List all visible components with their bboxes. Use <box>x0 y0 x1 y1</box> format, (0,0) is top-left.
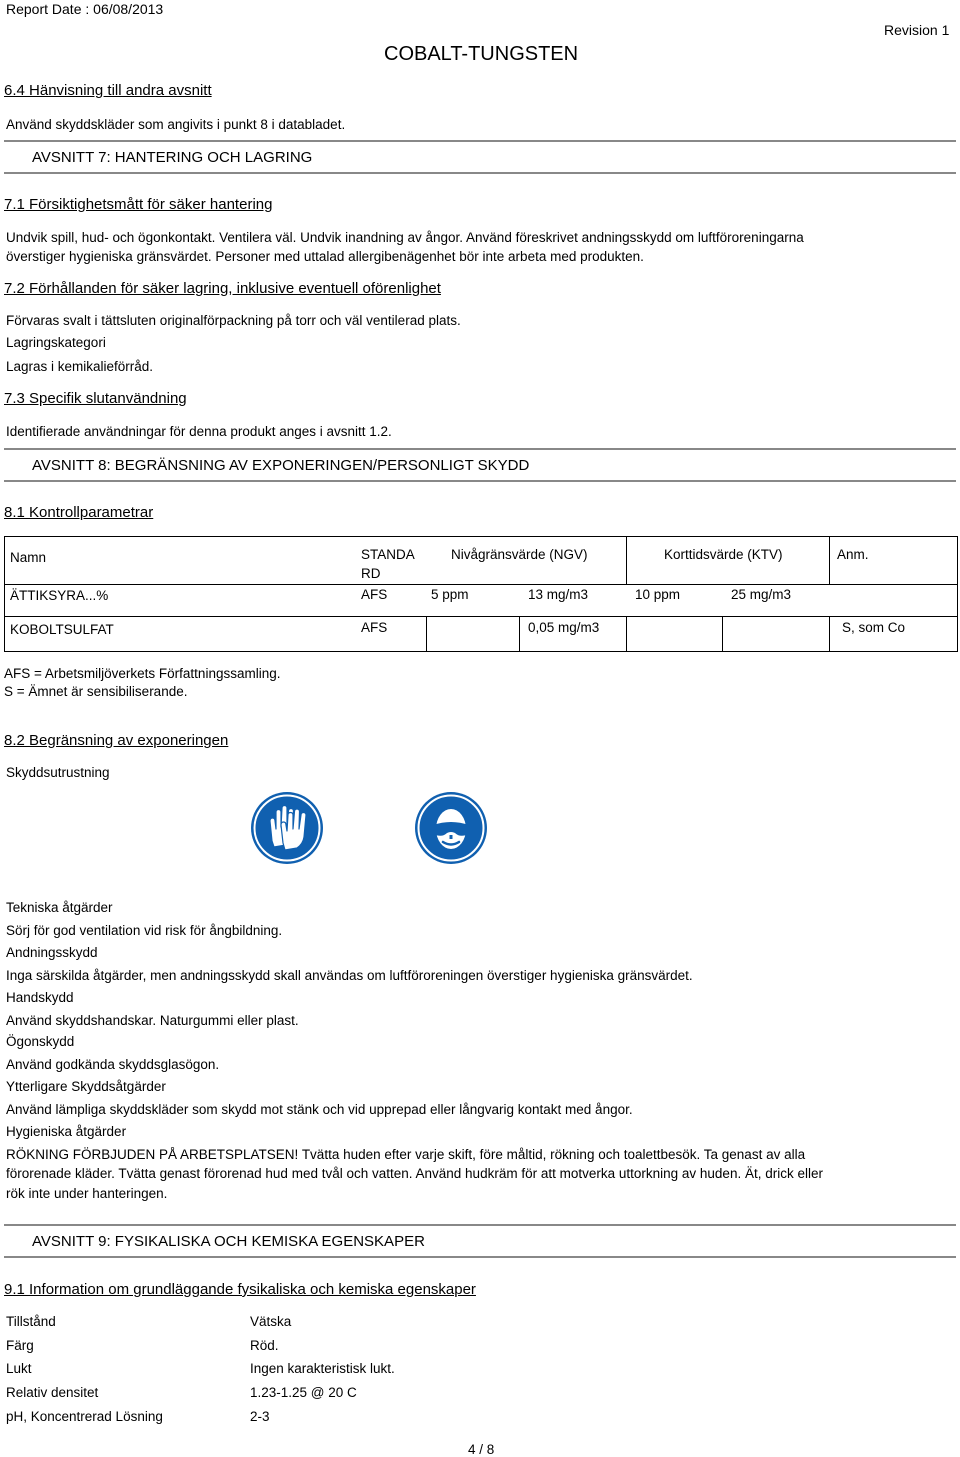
col-ktv: Korttidsvärde (KTV) <box>664 547 783 562</box>
product-title: COBALT-TUNGSTEN <box>384 43 579 65</box>
prop-value-ph: 2-3 <box>250 1409 270 1424</box>
table-row-1-standard: AFS <box>361 587 388 602</box>
text-hygieniska-line3: rök inte under hanteringen. <box>6 1186 168 1201</box>
prop-label-tillstand: Tillstånd <box>6 1314 56 1329</box>
label-skyddsutrustning: Skyddsutrustning <box>6 765 110 780</box>
text-6-4: Använd skyddskläder som angivits i punkt 8 i databladet. <box>6 117 346 132</box>
section-7-title: AVSNITT 7: HANTERING OCH LAGRING <box>32 149 313 166</box>
label-tekniska: Tekniska åtgärder <box>6 900 113 915</box>
table-row-1-name: ÄTTIKSYRA...% <box>10 588 109 603</box>
label-ogonskydd: Ögonskydd <box>6 1034 75 1049</box>
text-7-3: Identifierade användningar för denna produkt anges i avsnitt 1.2. <box>6 424 392 439</box>
prop-value-lukt: Ingen karakteristisk lukt. <box>250 1361 395 1376</box>
prop-label-densitet: Relativ densitet <box>6 1385 99 1400</box>
prop-label-ph: pH, Koncentrerad Lösning <box>6 1409 163 1424</box>
heading-9-1: 9.1 Information om grundläggande fysikaliska och kemiska egenskaper <box>4 1281 476 1298</box>
table-row-1-ktv-ppm: 10 ppm <box>635 587 681 602</box>
note-s: S = Ämnet är sensibiliserande. <box>4 684 188 699</box>
label-handskydd: Handskydd <box>6 990 74 1005</box>
text-handskydd: Använd skyddshandskar. Naturgummi eller plast. <box>6 1013 299 1028</box>
text-7-1-line2: överstiger hygieniska gränsvärdet. Personer med uttalad allergibenägenhet bör inte arbeta med produkten. <box>6 249 644 264</box>
col-standard-1: STANDA <box>361 547 415 562</box>
col-ngv: Nivågränsvärde (NGV) <box>451 547 588 562</box>
text-hygieniska-line1: RÖKNING FÖRBJUDEN PÅ ARBETSPLATSEN! Tvätta huden efter varje skift, före måltid, rökning och toalettbesök. Ta genast av alla <box>6 1147 806 1162</box>
heading-7-2: 7.2 Förhållanden för säker lagring, inklusive eventuell oförenlighet <box>4 280 441 297</box>
heading-8-1: 8.1 Kontrollparametrar <box>4 504 154 521</box>
table-row-2-anm: S, som Co <box>842 620 906 635</box>
prop-value-densitet: 1.23-1.25 @ 20 C <box>250 1385 357 1400</box>
goggles-icon <box>414 791 488 868</box>
section-9-title: AVSNITT 9: FYSIKALISKA OCH KEMISKA EGENSKAPER <box>32 1233 425 1250</box>
prop-value-farg: Röd. <box>250 1338 279 1353</box>
table-row-2-ngv-mg: 0,05 mg/m3 <box>528 620 600 635</box>
label-andningsskydd: Andningsskydd <box>6 945 98 960</box>
heading-7-3: 7.3 Specifik slutanvändning <box>4 390 187 407</box>
section-8-bar <box>4 448 956 482</box>
heading-6-4: 6.4 Hänvisning till andra avsnitt <box>4 82 212 99</box>
table-row-1-ktv-mg: 25 mg/m3 <box>731 587 792 602</box>
table-row-1-ngv-mg: 13 mg/m3 <box>528 587 589 602</box>
heading-7-1: 7.1 Försiktighetsmått för säker hantering <box>4 196 273 213</box>
page-number: 4 / 8 <box>468 1442 495 1457</box>
text-7-2-line1: Förvaras svalt i tättsluten originalförpackning på torr och väl ventilerad plats. <box>6 313 461 328</box>
section-7-bar <box>4 140 956 174</box>
text-tekniska: Sörj för god ventilation vid risk för ångbildning. <box>6 923 283 938</box>
text-hygieniska-line2: förorenade kläder. Tvätta genast förorenad hud med tvål och vatten. Använd hudkräm för att motverka uttorkning av huden. Ät, drick eller <box>6 1166 823 1181</box>
table-row-2-standard: AFS <box>361 620 388 635</box>
table-row-1-ngv-ppm: 5 ppm <box>431 587 469 602</box>
report-date: Report Date : 06/08/2013 <box>6 1 164 17</box>
heading-8-2: 8.2 Begränsning av exponeringen <box>4 732 229 749</box>
table-row-2-name: KOBOLTSULFAT <box>10 622 114 637</box>
label-hygieniska: Hygieniska åtgärder <box>6 1124 127 1139</box>
exposure-limits-table <box>4 536 958 652</box>
gloves-icon <box>250 791 324 868</box>
prop-value-tillstand: Vätska <box>250 1314 292 1329</box>
note-afs: AFS = Arbetsmiljöverkets Författningssamling. <box>4 666 281 681</box>
text-7-1-line1: Undvik spill, hud- och ögonkontakt. Ventilera väl. Undvik inandning av ångor. Använd föreskrivet andningsskydd om luftföroreningarna <box>6 230 804 245</box>
col-standard-2: RD <box>361 566 381 581</box>
prop-label-farg: Färg <box>6 1338 34 1353</box>
label-ytterligare: Ytterligare Skyddsåtgärder <box>6 1079 166 1094</box>
prop-label-lukt: Lukt <box>6 1361 32 1376</box>
section-8-title: AVSNITT 8: BEGRÄNSNING AV EXPONERINGEN/PERSONLIGT SKYDD <box>32 457 530 474</box>
label-lagringskategori: Lagringskategori <box>6 335 106 350</box>
col-anm: Anm. <box>837 547 869 562</box>
text-ytterligare: Använd lämpliga skyddskläder som skydd mot stänk och vid upprepad eller långvarig kontakt med ångor. <box>6 1102 633 1117</box>
section-9-bar <box>4 1224 956 1258</box>
col-namn: Namn <box>10 550 47 565</box>
text-ogonskydd: Använd godkända skyddsglasögon. <box>6 1057 220 1072</box>
value-lagringskategori: Lagras i kemikalieförråd. <box>6 359 154 374</box>
text-andningsskydd: Inga särskilda åtgärder, men andningsskydd skall användas om luftföroreningen överstiger hygieniska gränsvärdet. <box>6 968 693 983</box>
revision: Revision 1 <box>884 22 950 38</box>
